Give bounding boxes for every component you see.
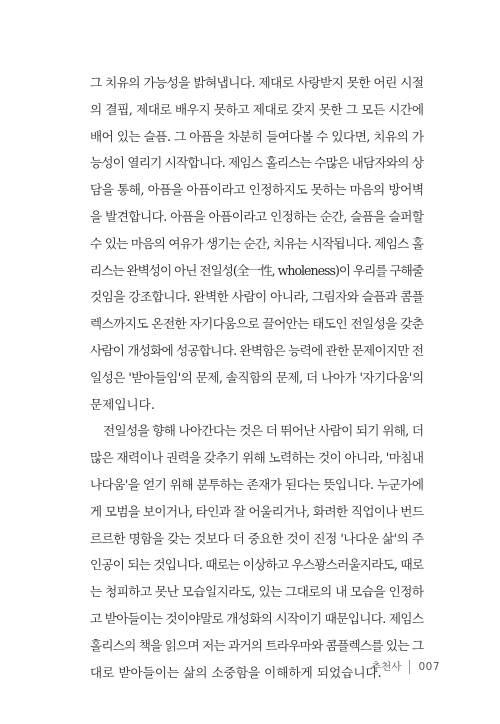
text-line: 담을 통해, 아픔을 아픔이라고 인정하지도 못하는 마음의 방어벽 bbox=[90, 182, 424, 198]
running-section-title: 추천사 bbox=[371, 661, 402, 673]
text-line: 고 받아들이는 것이야말로 개성화의 시작이기 때문입니다. 제임스 bbox=[90, 610, 424, 626]
body-text bbox=[90, 70, 424, 686]
paragraph bbox=[90, 418, 424, 686]
text-line: 게 모범을 보이거나, 타인과 잘 어울리거나, 화려한 직업이나 번드 bbox=[90, 503, 424, 519]
text-line: 능성이 열리기 시작합니다. 제임스 홀리스는 수많은 내담자와의 상 bbox=[90, 155, 424, 171]
text-line: 일성은 '받아들임'의 문제, 솔직함의 문제, 더 나아가 '자기다움'의 bbox=[90, 369, 424, 385]
text-line: 전일성을 향해 나아간다는 것은 더 뛰어난 사람이 되기 위해, 더 bbox=[103, 423, 424, 439]
text-line: 사람이 개성화에 성공합니다. 완벽함은 능력에 관한 문제이지만 전 bbox=[90, 342, 424, 358]
text-line: 수 있는 마음의 여유가 생기는 순간, 치유는 시작됩니다. 제임스 홀 bbox=[90, 235, 424, 251]
text-line: 을 발견합니다. 아픔을 아픔이라고 인정하는 순간, 슬픔을 슬퍼할 bbox=[90, 208, 424, 224]
text-line: 배어 있는 슬픔. 그 아픔을 차분히 들여다볼 수 있다면, 치유의 가 bbox=[90, 128, 424, 144]
text-line: 의 결핍, 제대로 배우지 못하고 제대로 갖지 못한 그 모든 시간에 bbox=[90, 101, 424, 117]
text-line: 많은 재력이나 권력을 갖추기 위해 노력하는 것이 아니라, '마침내 bbox=[90, 450, 424, 466]
text-line: 홀리스의 책을 읽으며 저는 과거의 트라우마와 콤플렉스를 있는 그 bbox=[90, 637, 424, 653]
text-line: 는 청피하고 못난 모습일지라도, 있는 그대로의 내 모습을 인정하 bbox=[90, 584, 424, 600]
page-number: 007 bbox=[418, 660, 440, 673]
text-line: 르르한 명함을 갖는 것보다 더 중요한 것이 진정 '나다운 삶'의 주 bbox=[90, 530, 424, 546]
footer-divider bbox=[409, 660, 410, 674]
text-line: 대로 받아들이는 삶의 소중함을 이해하게 되었습니다. bbox=[90, 664, 382, 680]
text-line: 인공이 되는 것입니다. 때로는 이상하고 우스꽝스러울지라도, 때로 bbox=[90, 557, 424, 573]
text-line: 그 치유의 가능성을 밝혀냅니다. 제대로 사랑받지 못한 어린 시절 bbox=[90, 75, 424, 90]
paragraph bbox=[90, 70, 424, 418]
text-line: 리스는 완벽성이 아닌 전일성(全一性, wholeness)이 우리를 구해줄 bbox=[90, 262, 423, 278]
text-line: 나다움'을 얻기 위해 분투하는 존재가 된다는 뜻입니다. 누군가에 bbox=[90, 476, 424, 492]
page-footer bbox=[371, 659, 440, 674]
text-line: 것임을 강조합니다. 완벽한 사람이 아니라, 그림자와 슬픔과 콤플 bbox=[90, 289, 424, 305]
text-line: 문제입니다. bbox=[90, 396, 155, 412]
text-line: 렉스까지도 온전한 자기다움으로 끌어안는 태도인 전일성을 갖춘 bbox=[90, 316, 424, 332]
